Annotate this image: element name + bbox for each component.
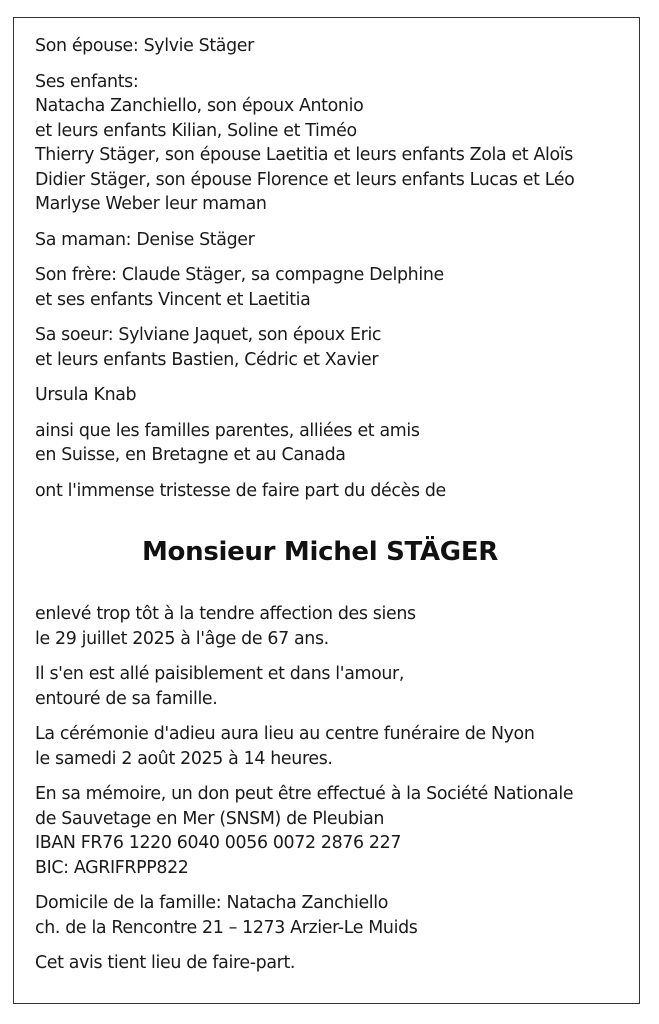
- death-line: enlevé trop tôt à la tendre affection des siens: [35, 604, 416, 624]
- sister-line: Sa soeur: Sylviane Jaquet, son époux Eric: [35, 325, 382, 345]
- sister-line: et leurs enfants Bastien, Cédric et Xavier: [35, 349, 379, 370]
- sister-paragraph: [35, 323, 635, 372]
- families-line: ainsi que les familles parentes, alliées et amis: [35, 420, 420, 441]
- children-heading: Ses enfants:: [35, 71, 139, 92]
- donation-line: de Sauvetage en Mer (SNSM) de Pleubian: [35, 808, 385, 829]
- families-line: en Suisse, en Bretagne et au Canada: [35, 445, 346, 465]
- obituary-notice: [35, 34, 635, 987]
- ceremony-paragraph: [35, 722, 635, 771]
- children-line: et leurs enfants Kilian, Soline et Timéo: [35, 120, 357, 141]
- mother-paragraph: [35, 228, 635, 253]
- closing-line: Cet avis tient lieu de faire-part.: [35, 953, 296, 973]
- brother-paragraph: [35, 263, 635, 312]
- peaceful-paragraph: [35, 662, 635, 711]
- brother-line: et ses enfants Vincent et Laetitia: [35, 289, 311, 310]
- death-line: le 29 juillet 2025 à l'âge de 67 ans.: [35, 628, 329, 649]
- donation-iban: IBAN FR76 1220 6040 0056 0072 2876 227: [35, 833, 402, 853]
- brother-line: Son frère: Claude Stäger, sa compagne Delphine: [35, 265, 444, 285]
- spouse-line: Son épouse: Sylvie Stäger: [35, 36, 254, 56]
- children-paragraph: [35, 70, 635, 217]
- children-line: Didier Stäger, son épouse Florence et leurs enfants Lucas et Léo: [35, 169, 575, 190]
- children-line: Marlyse Weber leur maman: [35, 194, 267, 214]
- domicile-address: ch. de la Rencontre 21 – 1273 Arzier-Le Muids: [35, 917, 418, 938]
- ceremony-line: La cérémonie d'adieu aura lieu au centre funéraire de Nyon: [35, 724, 535, 744]
- peaceful-line: Il s'en est allé paisiblement et dans l'amour,: [35, 664, 405, 684]
- ceremony-line: le samedi 2 août 2025 à 14 heures.: [35, 748, 333, 769]
- other-relative-paragraph: [35, 383, 635, 408]
- children-line: Natacha Zanchiello, son époux Antonio: [35, 96, 364, 116]
- donation-bic: BIC: AGRIFRPP822: [35, 857, 189, 878]
- children-line: Thierry Stäger, son épouse Laetitia et leurs enfants Zola et Aloïs: [35, 145, 573, 165]
- families-paragraph: [35, 419, 635, 468]
- other-relative-line: Ursula Knab: [35, 385, 137, 405]
- announcement-line: ont l'immense tristesse de faire part du décès de: [35, 480, 446, 501]
- deceased-name: Monsieur Michel STÄGER: [141, 537, 499, 567]
- domicile-paragraph: [35, 891, 635, 940]
- death-paragraph: [35, 602, 635, 651]
- peaceful-line: entouré de sa famille.: [35, 688, 218, 709]
- mother-line: Sa maman: Denise Stäger: [35, 229, 255, 250]
- donation-paragraph: [35, 782, 635, 880]
- domicile-line: Domicile de la famille: Natacha Zanchiello: [35, 893, 389, 913]
- closing-paragraph: [35, 951, 635, 976]
- announcement-paragraph: [35, 479, 635, 504]
- donation-line: En sa mémoire, un don peut être effectué à la Société Nationale: [35, 784, 574, 804]
- spouse-paragraph: [35, 34, 635, 59]
